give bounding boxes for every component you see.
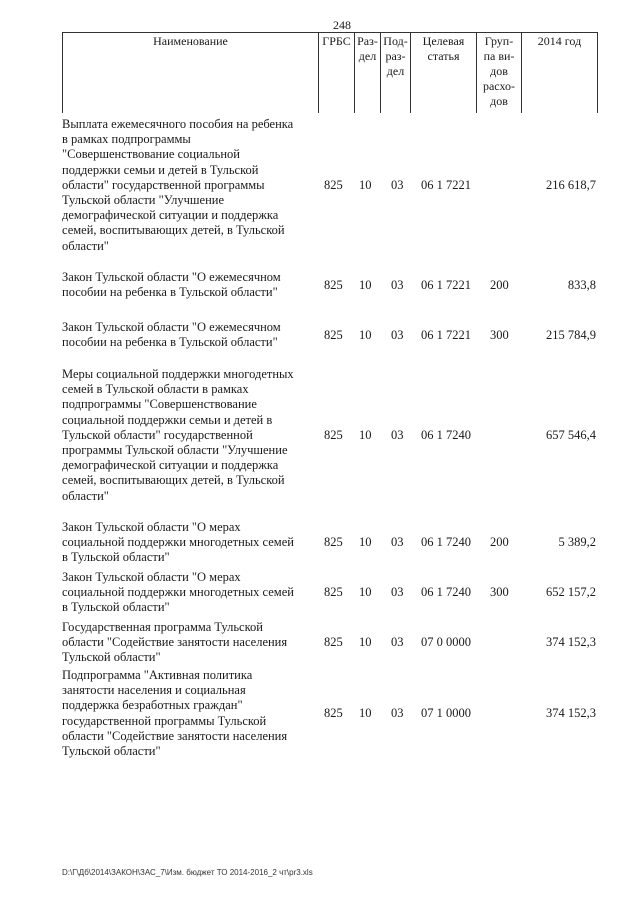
row-name-line: Тульской области" государственной	[62, 427, 253, 442]
row-amount: 216 618,7	[546, 177, 596, 192]
header-gruppa-line: расхо-	[482, 79, 516, 93]
row-name-line: пособии на ребенка в Тульской области"	[62, 335, 278, 350]
header-celevaya	[411, 33, 477, 113]
row-name-line: демографической ситуации и поддержка	[62, 458, 279, 473]
row-podrazdel: 03	[391, 706, 404, 720]
row-grbs: 825	[324, 635, 343, 650]
row-name-line: семей, воспитывающих детей, в Тульской	[62, 223, 285, 238]
row-amount: 374 152,3	[546, 706, 596, 720]
table-row	[62, 320, 596, 350]
row-razdel: 10	[359, 177, 372, 192]
row-name-line: поддержки семьи и детей в Тульской	[62, 162, 259, 177]
row-gruppa-vidov: 300	[490, 327, 509, 342]
row-name-line: социальной поддержки многодетных семей	[62, 535, 294, 550]
table-row	[62, 620, 596, 666]
header-gruppa-line: дов	[490, 94, 508, 108]
table-row	[62, 270, 596, 300]
header-year: 2014 год	[537, 34, 582, 48]
row-name-line: семей, воспитывающих детей, в Тульской	[62, 473, 285, 488]
row-grbs: 825	[324, 535, 343, 550]
row-amount: 652 157,2	[546, 585, 596, 600]
file-path-footer: D:\Г\Дб\2014\ЗАКОН\ЗАС_7\Изм. бюджет ТО 2014-2016_2 чт\pr3.xls	[62, 868, 313, 877]
row-name-line: Закон Тульской области "О ежемесячном	[62, 270, 281, 284]
row-amount: 657 546,4	[546, 427, 596, 442]
row-name-line: в Тульской области"	[62, 550, 170, 565]
header-podrazdel-line: Под-	[383, 34, 408, 48]
header-gruppa-line: Груп-	[484, 34, 514, 48]
row-gruppa-vidov: 200	[490, 277, 509, 292]
row-razdel: 10	[359, 706, 372, 720]
row-celevaya-statya: 07 1 0000	[421, 706, 471, 720]
row-name-line: социальной поддержки семьи и детей в	[62, 412, 273, 427]
row-celevaya-statya: 07 0 0000	[421, 635, 471, 650]
row-name-line: программы Тульской области "Улучшение	[62, 443, 288, 458]
row-podrazdel: 03	[391, 535, 404, 550]
row-name-line: области"	[62, 488, 109, 503]
row-name-line: социальной поддержки многодетных семей	[62, 585, 294, 600]
table-row	[62, 570, 596, 616]
row-celevaya-statya: 06 1 7240	[421, 427, 471, 442]
header-razdel-line: Раз-	[357, 34, 378, 48]
row-name-line: области "Содействие занятости населения	[62, 728, 288, 743]
row-name	[62, 270, 314, 300]
header-celevaya-line: Целевая	[422, 34, 465, 48]
row-name-line: области"	[62, 238, 109, 253]
row-name-line: "Совершенствование социальной	[62, 147, 240, 162]
row-celevaya-statya: 06 1 7240	[421, 535, 471, 550]
header-grbs: ГРБС	[319, 33, 355, 113]
table-row	[62, 117, 596, 254]
header-gruppa	[477, 33, 522, 113]
row-name-line: демографической ситуации и поддержка	[62, 208, 279, 223]
row-celevaya-statya: 06 1 7221	[421, 177, 471, 192]
row-razdel: 10	[359, 535, 372, 550]
header-razdel	[355, 33, 381, 113]
row-name-line: в Тульской области"	[62, 600, 170, 615]
row-name	[62, 520, 314, 566]
row-name-line: Выплата ежемесячного пособия на ребенка	[62, 117, 294, 131]
row-name-line: государственной программы Тульской	[62, 713, 267, 728]
row-name-line: Государственная программа Тульской	[62, 620, 263, 634]
table-row	[62, 668, 596, 759]
header-celevaya-line: статья	[427, 49, 460, 63]
header-razdel-line: дел	[358, 49, 377, 63]
row-podrazdel: 03	[391, 585, 404, 600]
row-amount: 833,8	[567, 277, 596, 292]
row-name-line: области" государственной программы	[62, 177, 265, 192]
row-name-line: Тульской области"	[62, 744, 161, 759]
row-razdel: 10	[359, 427, 372, 442]
row-razdel: 10	[359, 635, 372, 650]
row-name-line: Закон Тульской области "О ежемесячном	[62, 320, 281, 334]
row-name	[62, 320, 314, 350]
row-name-line: семей в Тульской области в рамках	[62, 382, 249, 397]
row-name-line: Подпрограмма "Активная политика	[62, 668, 253, 682]
row-name-line: Закон Тульской области "О мерах	[62, 520, 241, 534]
row-grbs: 825	[324, 585, 343, 600]
header-podrazdel	[381, 33, 411, 113]
row-amount: 215 784,9	[546, 327, 596, 342]
header-podrazdel-line: дел	[386, 64, 405, 78]
header-podrazdel-line: раз-	[385, 49, 406, 63]
row-podrazdel: 03	[391, 177, 404, 192]
page-number: 248	[333, 18, 351, 32]
row-amount: 5 389,2	[558, 535, 596, 550]
row-name	[62, 668, 314, 759]
row-name-line: Тульской области"	[62, 650, 161, 665]
row-name	[62, 620, 314, 666]
row-celevaya-statya: 06 1 7221	[421, 327, 471, 342]
header-name: Наименование	[63, 33, 319, 113]
row-name-line: в рамках подпрограммы	[62, 132, 191, 147]
row-podrazdel: 03	[391, 277, 404, 292]
row-name	[62, 117, 314, 254]
table-row	[62, 520, 596, 566]
row-grbs: 825	[324, 177, 343, 192]
row-grbs: 825	[324, 427, 343, 442]
row-name	[62, 570, 314, 616]
row-grbs: 825	[324, 277, 343, 292]
row-celevaya-statya: 06 1 7240	[421, 585, 471, 600]
header-gruppa-line: дов	[490, 64, 508, 78]
row-grbs: 825	[324, 327, 343, 342]
row-gruppa-vidov: 200	[490, 535, 509, 550]
row-name-line: подпрограммы "Совершенствование	[62, 397, 257, 412]
table-header	[62, 32, 598, 113]
row-name-line: Тульской области "Улучшение	[62, 193, 225, 208]
row-razdel: 10	[359, 327, 372, 342]
row-name-line: пособии на ребенка в Тульской области"	[62, 285, 278, 300]
row-celevaya-statya: 06 1 7221	[421, 277, 471, 292]
header-gruppa-line: па ви-	[483, 49, 515, 63]
row-name	[62, 367, 314, 504]
row-podrazdel: 03	[391, 635, 404, 650]
row-name-line: Меры социальной поддержки многодетных	[62, 367, 294, 381]
row-name-line: области "Содействие занятости населения	[62, 635, 288, 650]
row-gruppa-vidov: 300	[490, 585, 509, 600]
row-name-line: поддержка безработных граждан"	[62, 698, 243, 713]
table-row	[62, 367, 596, 504]
row-razdel: 10	[359, 277, 372, 292]
row-podrazdel: 03	[391, 327, 404, 342]
row-razdel: 10	[359, 585, 372, 600]
row-amount: 374 152,3	[546, 635, 596, 650]
row-grbs: 825	[324, 706, 343, 720]
row-name-line: Закон Тульской области "О мерах	[62, 570, 241, 584]
row-name-line: занятости населения и социальная	[62, 683, 246, 698]
row-podrazdel: 03	[391, 427, 404, 442]
